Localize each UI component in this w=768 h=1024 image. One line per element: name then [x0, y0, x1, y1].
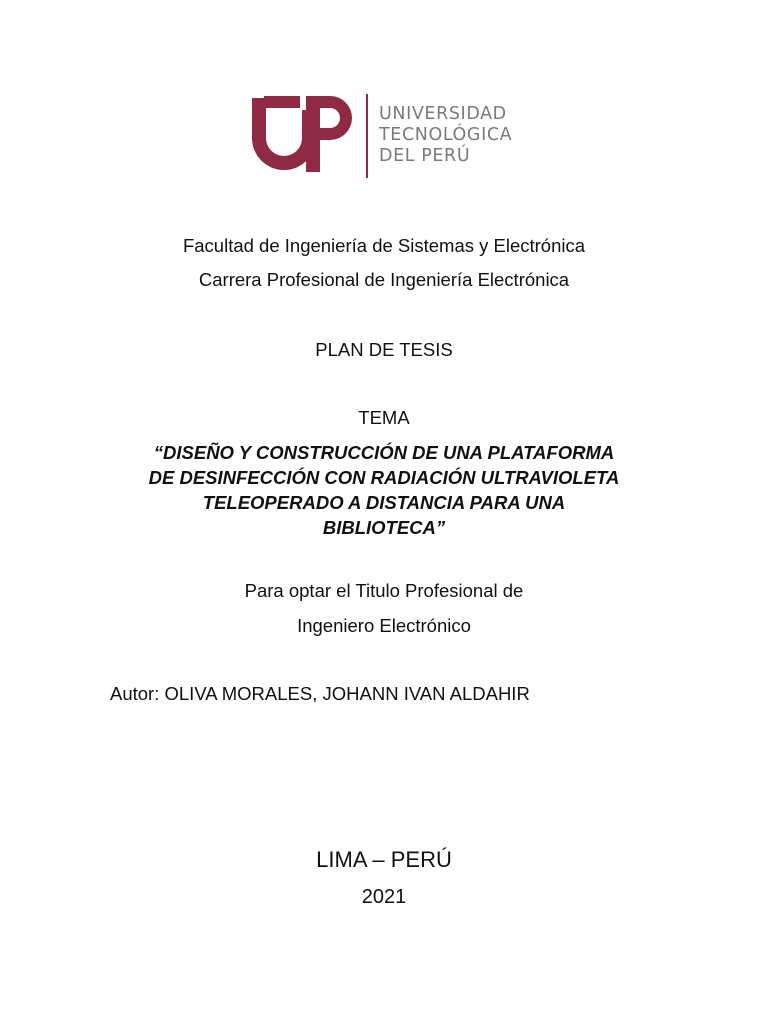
topic-label: TEMA	[358, 407, 410, 428]
university-name-line-1: UNIVERSIDAD	[379, 104, 507, 124]
city-country: LIMA – PERÚ	[316, 847, 452, 872]
thesis-title	[60, 440, 708, 540]
thesis-title-line-3: TELEOPERADO A DISTANCIA PARA UNA	[202, 492, 566, 513]
thesis-title-line-1: “DISEÑO Y CONSTRUCCIÓN DE UNA PLATAFORMA	[153, 442, 615, 463]
university-logo	[250, 92, 550, 182]
thesis-title-line-2: DE DESINFECCIÓN CON RADIACIÓN ULTRAVIOLETA	[148, 467, 620, 488]
degree-line-1: Para optar el Titulo Profesional de	[244, 580, 524, 601]
document-type: PLAN DE TESIS	[315, 339, 453, 360]
author-name: Autor: OLIVA MORALES, JOHANN IVAN ALDAHIR	[110, 683, 530, 704]
university-name	[379, 104, 512, 167]
logo-divider	[366, 94, 368, 178]
degree-line-2: Ingeniero Electrónico	[297, 615, 471, 636]
university-name-line-2: TECNOLÓGICA	[379, 125, 513, 145]
thesis-title-line-4: BIBLIOTECA”	[322, 517, 446, 538]
utp-logo-icon	[250, 92, 354, 180]
faculty-name: Facultad de Ingeniería de Sistemas y Electrónica	[182, 235, 586, 256]
university-name-line-3: DEL PERÚ	[379, 146, 471, 166]
career-name: Carrera Profesional de Ingeniería Electrónica	[198, 269, 570, 290]
year: 2021	[361, 886, 407, 908]
